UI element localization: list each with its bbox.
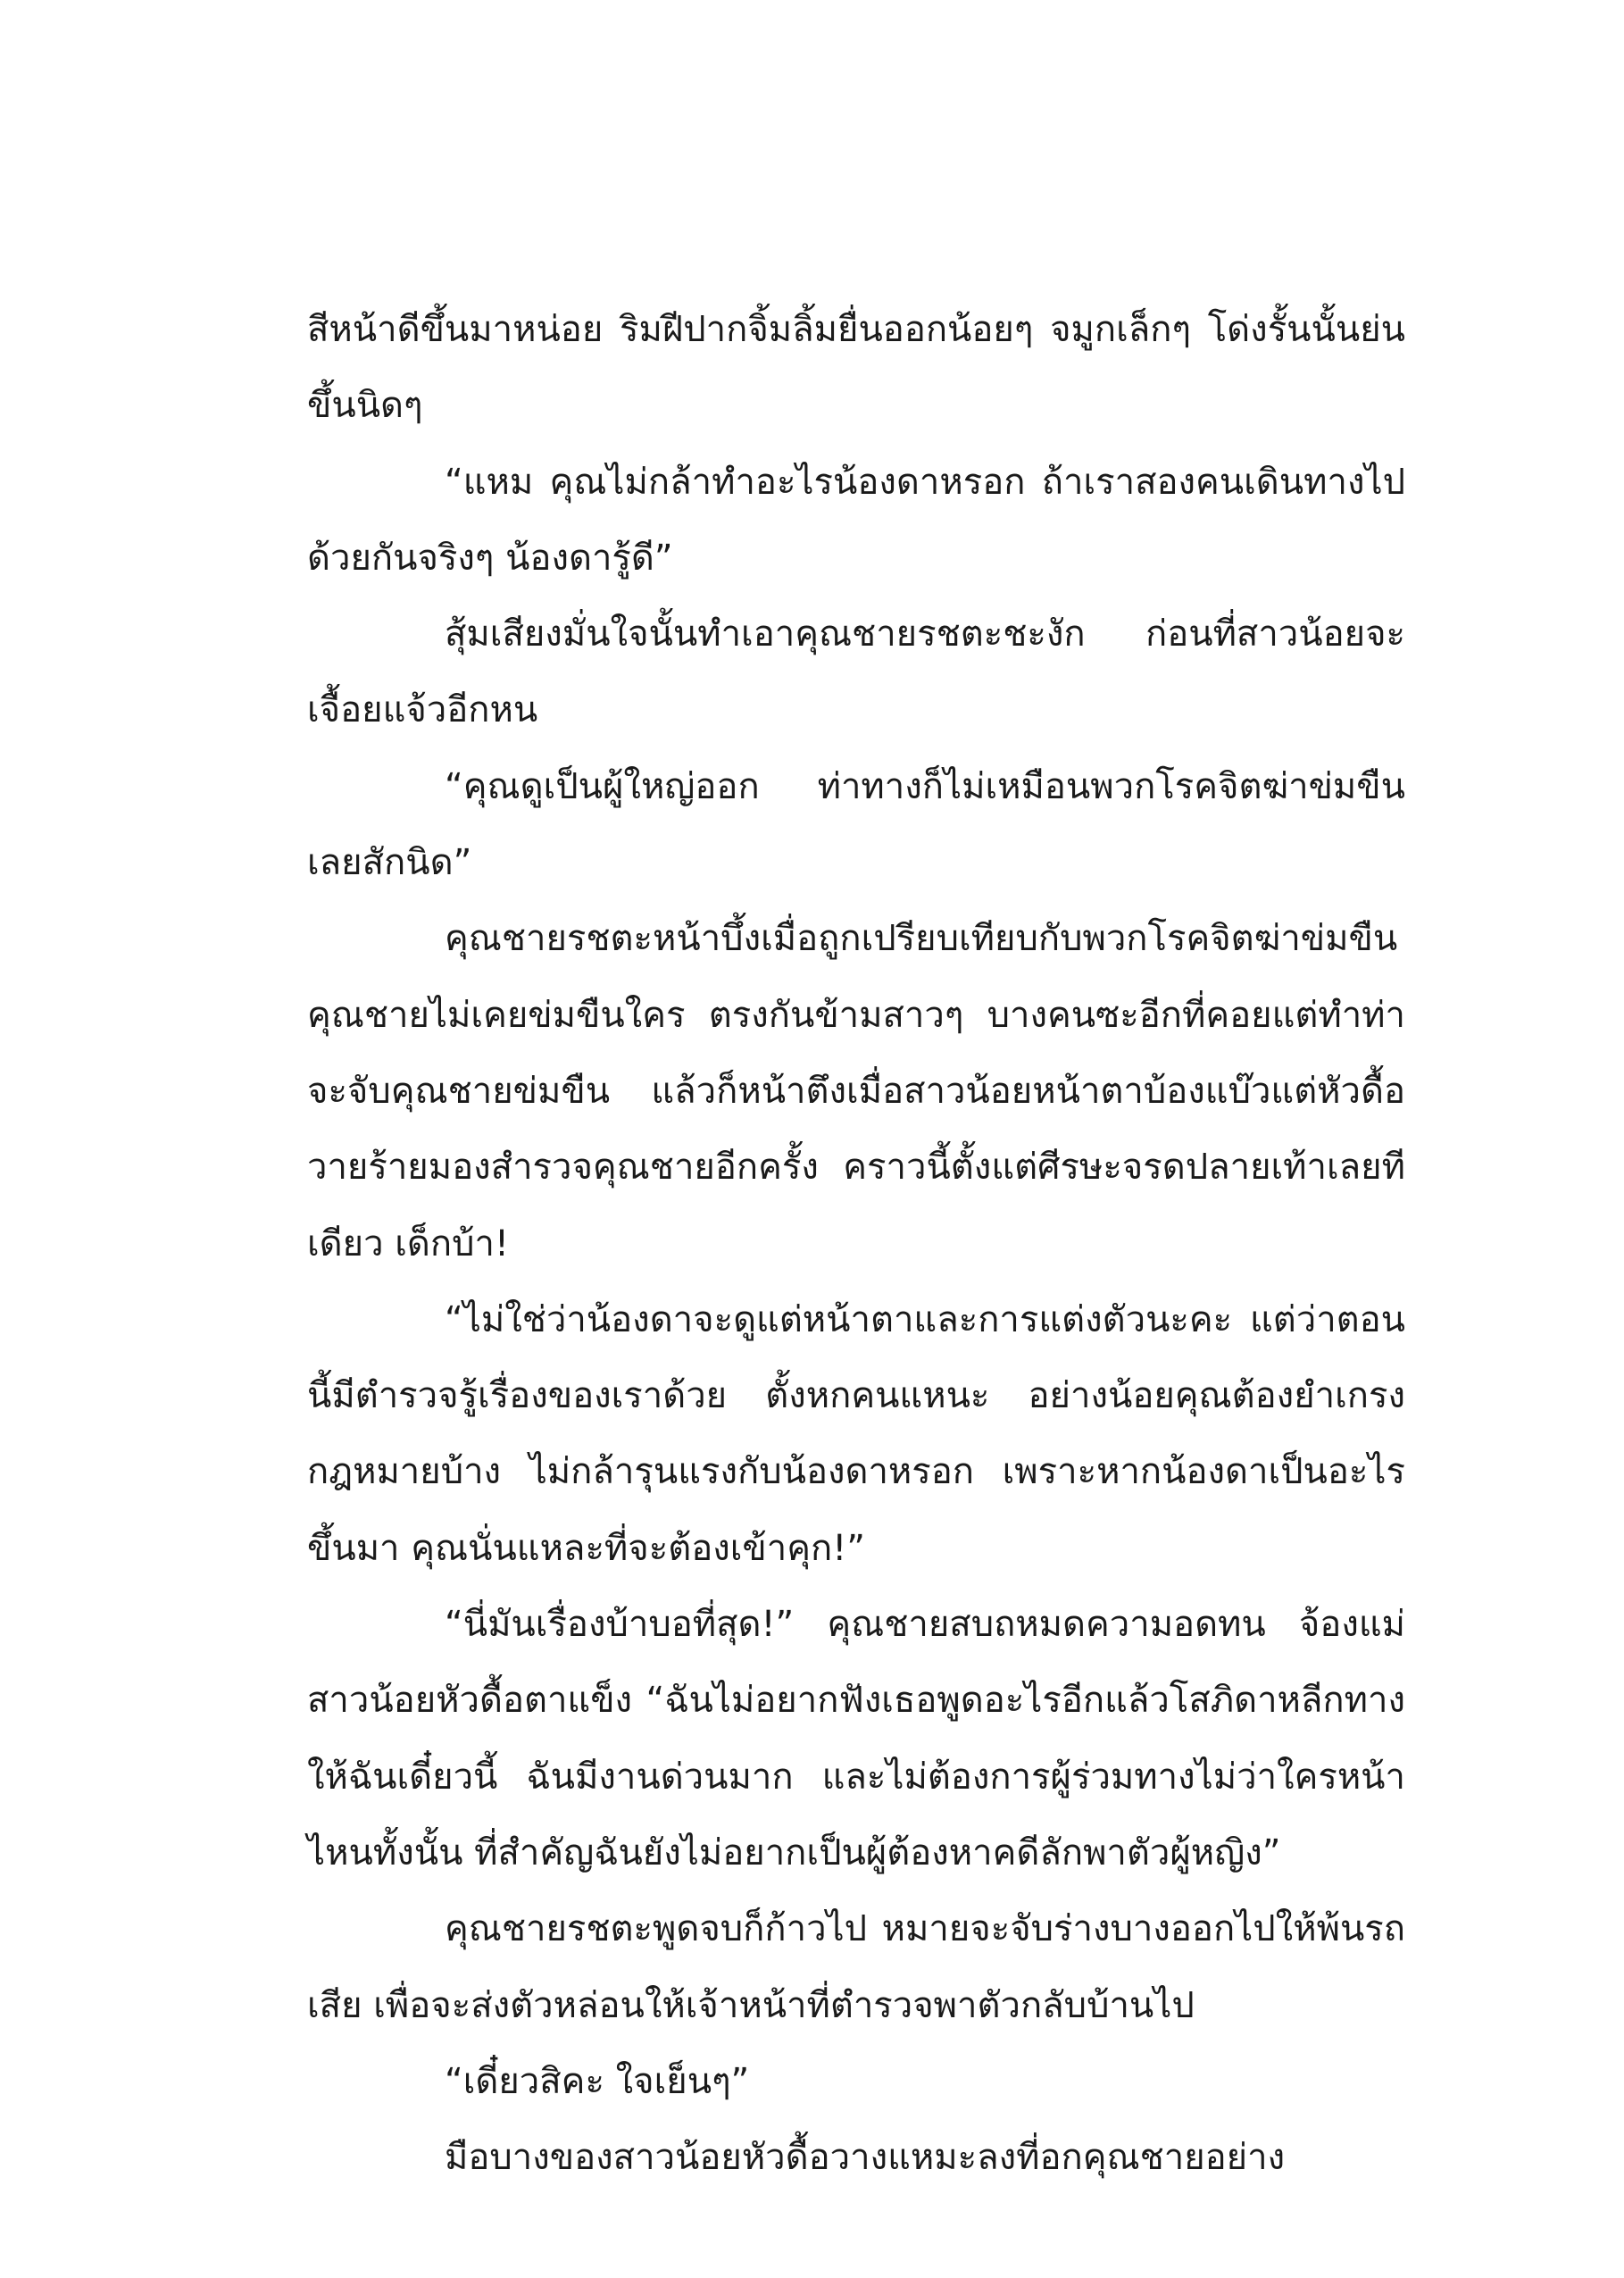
paragraph: มือบางของสาวน้อยหัวดื้อวางแหมะลงที่อกคุณชายอย่าง: [445, 2137, 1286, 2179]
paragraph: สีหน้าดีขึ้นมาหน่อย ริมฝีปากจิ้มลิ้มยื่นออกน้อยๆ จมูกเล็กๆ โด่งรั้นนั้นย่นขึ้นนิดๆ: [307, 309, 1405, 427]
paragraph: “ไม่ใช่ว่าน้องดาจะดูแต่หน้าตาและการแต่งตัวนะคะ แต่ว่าตอนนี้มีตำรวจรู้เรื่องของเราด้วย ตั้งหกคนแหนะ อย่างน้อยคุณต้องยำเกรงกฎหมายบ้าง ไม่กล้ารุนแรงกับน้องดาหรอก เพราะหากน้องดาเป็นอะไรขึ้นมา คุณนั่นแหละที่จะต้องเข้าคุก!”: [307, 1298, 1405, 1569]
paragraph: สุ้มเสียงมั่นใจนั้นทำเอาคุณชายรชตะชะงัก ก่อนที่สาวน้อยจะเจื้อยแจ้วอีกหน: [307, 613, 1405, 731]
paragraph: คุณชายรชตะพูดจบก็ก้าวไป หมายจะจับร่างบางออกไปให้พ้นรถเสีย เพื่อจะส่งตัวหล่อนให้เจ้าหน้าที่ตำรวจพาตัวกลับบ้านไป: [307, 1908, 1405, 2026]
paragraph: “นี่มันเรื่องบ้าบอที่สุด!” คุณชายสบถหมดความอดทน จ้องแม่สาวน้อยหัวดื้อตาแข็ง “ฉันไม่อยากฟังเธอพูดอะไรอีกแล้วโสภิดาหลีกทางให้ฉันเดี๋ยวนี้ ฉันมีงานด่วนมาก และไม่ต้องการผู้ร่วมทางไม่ว่าใครหน้าไหนทั้งนั้น ที่สำคัญฉันยังไม่อยากเป็นผู้ต้องหาคดีลักพาตัวผู้หญิง”: [307, 1604, 1405, 1873]
paragraph: “คุณดูเป็นผู้ใหญ่ออก ท่าทางก็ไม่เหมือนพวกโรคจิตฆ่าข่มขืนเลยสักนิด”: [307, 765, 1405, 884]
paragraph: “แหม คุณไม่กล้าทำอะไรน้องดาหรอก ถ้าเราสองคนเดินทางไปด้วยกันจริงๆ น้องดารู้ดี”: [307, 461, 1405, 579]
paragraph: คุณชายรชตะหน้าบึ้งเมื่อถูกเปรียบเทียบกับพวกโรคจิตฆ่าข่มขืน คุณชายไม่เคยข่มขืนใคร ตรงกันข้ามสาวๆ บางคนซะอีกที่คอยแต่ทำท่าจะจับคุณชายข่มขืน แล้วก็หน้าตึงเมื่อสาวน้อยหน้าตาบ้องแบ๊วแต่หัวดื้อวายร้ายมองสำรวจคุณชายอีกครั้ง คราวนี้ตั้งแต่ศีรษะจรดปลายเท้าเลยทีเดียว เด็กบ้า!: [307, 918, 1405, 1264]
paragraph: “เดี๋ยวสิคะ ใจเย็นๆ”: [445, 2060, 750, 2102]
body-text: [307, 292, 1405, 2196]
